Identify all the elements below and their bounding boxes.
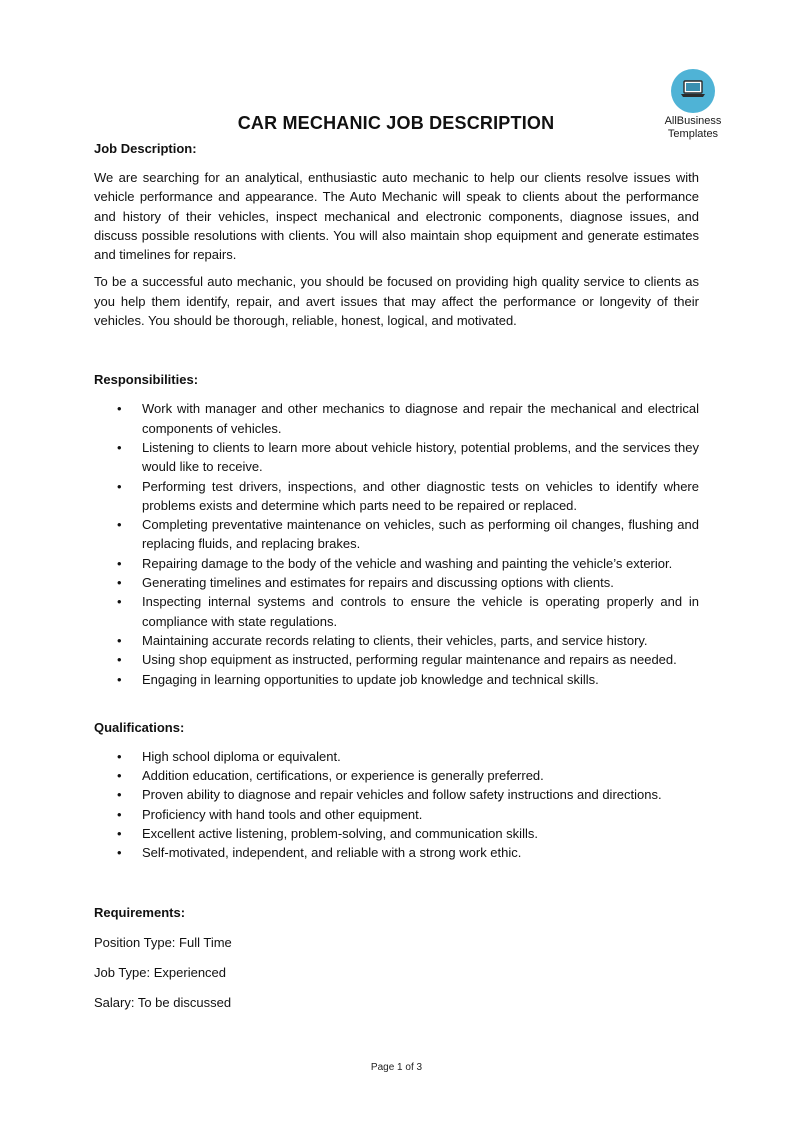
- qualifications-heading: Qualifications:: [94, 719, 185, 735]
- list-item: • Performing test drivers, inspections, and other diagnostic tests on vehicles to identify where problems exists and determine which parts need to be repaired or replaced.: [94, 477, 699, 516]
- requirement-job-type: Job Type: Experienced: [94, 964, 227, 980]
- list-item: • Addition education, certifications, or experience is generally preferred.: [94, 766, 699, 785]
- list-item: • Work with manager and other mechanics to diagnose and repair the mechanical and electrical components of vehicles.: [94, 399, 699, 438]
- responsibilities-list: [94, 399, 699, 688]
- job-description-heading: Job Description:: [94, 141, 197, 156]
- qualifications-section: [94, 718, 699, 863]
- job-description-paragraph: To be a successful auto mechanic, you should be focused on providing high quality service to clients as you help them identify, repair, and avert issues that may affect the performance or longevity of their vehicles. You should be thorough, reliable, honest, logical, and motivated.: [94, 274, 699, 329]
- page-number: Page 1 of 3: [370, 1062, 423, 1073]
- list-item: • High school diploma or equivalent.: [94, 747, 699, 766]
- list-item: • Proficiency with hand tools and other equipment.: [94, 805, 699, 824]
- list-item: • Proven ability to diagnose and repair vehicles and follow safety instructions and directions.: [94, 785, 699, 804]
- requirements-section: [94, 903, 699, 1012]
- list-item: • Maintaining accurate records relating to clients, their vehicles, parts, and service history.: [94, 631, 699, 650]
- responsibilities-section: [94, 370, 699, 688]
- qualifications-list: [94, 747, 699, 863]
- list-item: • Listening to clients to learn more about vehicle history, potential problems, and the services they would like to receive.: [94, 438, 699, 477]
- list-item: • Engaging in learning opportunities to update job knowledge and technical skills.: [94, 670, 699, 689]
- list-item: • Repairing damage to the body of the vehicle and washing and painting the vehicle’s exterior.: [94, 554, 699, 573]
- logo-badge: [671, 69, 715, 113]
- job-description-section: [94, 139, 699, 330]
- logo-line-2: Templates: [667, 128, 719, 140]
- document-body: [94, 139, 699, 1012]
- requirement-salary: Salary: To be discussed: [94, 994, 232, 1010]
- list-item: • Using shop equipment as instructed, performing regular maintenance and repairs as needed.: [94, 650, 699, 669]
- laptop-icon: [679, 79, 707, 101]
- list-item: • Excellent active listening, problem-solving, and communication skills.: [94, 824, 699, 843]
- responsibilities-heading: Responsibilities:: [94, 372, 199, 388]
- logo-line-1: AllBusiness: [664, 115, 722, 127]
- list-item: • Generating timelines and estimates for repairs and discussing options with clients.: [94, 573, 699, 592]
- list-item: • Self-motivated, independent, and reliable with a strong work ethic.: [94, 843, 699, 862]
- requirements-heading: Requirements:: [94, 904, 186, 920]
- list-item: • Completing preventative maintenance on vehicles, such as performing oil changes, flushing and replacing fluids, and replacing brakes.: [94, 515, 699, 554]
- requirement-position-type: Position Type: Full Time: [94, 934, 232, 950]
- list-item: • Inspecting internal systems and controls to ensure the vehicle is operating properly and in compliance with state regulations.: [94, 592, 699, 631]
- document-title: CAR MECHANIC JOB DESCRIPTION: [237, 113, 555, 133]
- job-description-paragraph: We are searching for an analytical, enthusiastic auto mechanic to help our clients resolve issues with vehicle performance and appearance. The Auto Mechanic will speak to clients about the performance and history of their vehicles, inspect mechanical and electronic components, diagnose issues, and discuss possible resolutions with clients. You will also maintain shop equipment and generate estimates and timelines for repairs.: [94, 170, 699, 263]
